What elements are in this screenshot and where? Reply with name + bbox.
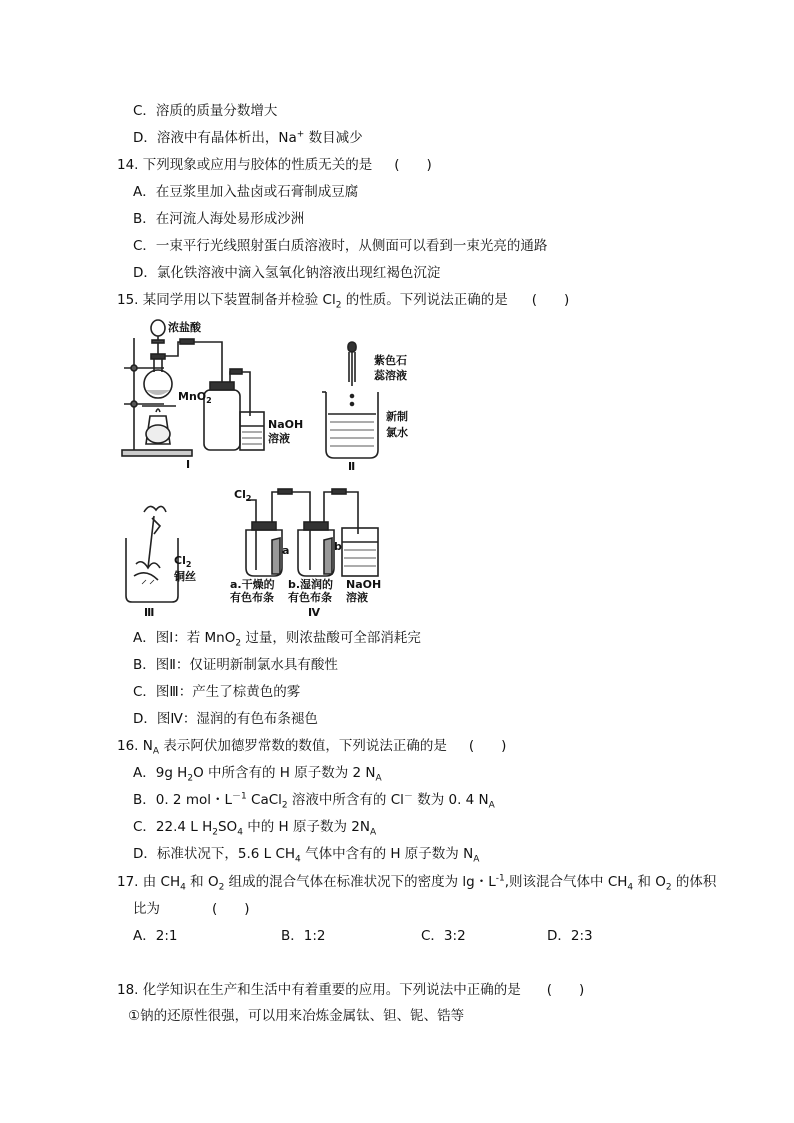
svg-text:浓盐酸: 浓盐酸	[168, 321, 201, 334]
svg-text:蕊溶液: 蕊溶液	[374, 369, 407, 382]
svg-text:MnO2: MnO$_2$	[178, 390, 212, 405]
q14-stem: 14. 下列现象或应用与胶体的性质无关的是 ( )	[117, 157, 432, 173]
q13-option-d: D．溶液中有晶体析出，Na+ 数目减少	[133, 129, 363, 146]
svg-text:a: a	[282, 544, 290, 557]
svg-text:NaOH: NaOH	[268, 418, 304, 431]
apparatus-figure-ii	[318, 334, 428, 474]
svg-text:有色布条: 有色布条	[288, 591, 332, 604]
q17-option-c: C．3:2	[421, 928, 466, 944]
q14-option-a: A．在豆浆里加入盐卤或石膏制成豆腐	[133, 184, 359, 200]
svg-text:有色布条: 有色布条	[230, 591, 274, 604]
svg-text:氯水: 氯水	[386, 426, 408, 439]
q14-option-d: D．氯化铁溶液中滴入氢氧化钠溶液出现红褐色沉淀	[133, 265, 441, 281]
q15-option-d: D．图Ⅳ：湿润的有色布条褪色	[133, 711, 318, 727]
svg-text:b.湿润的: b.湿润的	[288, 578, 334, 591]
q16-option-a: A．9g $H_2O$ 中所含有的 H 原子数为 2 $N_A$	[133, 765, 382, 784]
svg-text:紫色石: 紫色石	[374, 354, 407, 367]
apparatus-figure-iv	[228, 488, 398, 620]
svg-text:溶液: 溶液	[268, 432, 290, 445]
q14-option-b: B．在河流人海处易形成沙洲	[133, 211, 305, 227]
svg-text:b: b	[334, 540, 342, 553]
svg-text:Ⅲ: Ⅲ	[144, 606, 155, 619]
apparatus-figure-iii	[116, 498, 216, 620]
q16-option-b: B．0. 2 mol・$L^{-1}$ CaCl$_2$ 溶液中所含有的 Cl－ 数为 0. 4 $N_A$	[133, 791, 495, 811]
q13-option-c: C．溶质的质量分数增大	[133, 103, 278, 119]
q17-option-b: B．1:2	[281, 928, 326, 944]
q15-stem: 15. 某同学用以下装置制备并检验 $Cl_2$ 的性质。下列说法正确的是 ( )	[117, 292, 570, 311]
q15-option-b: B．图Ⅱ：仅证明新制氯水具有酸性	[133, 657, 338, 673]
q17-option-a: A．2:1	[133, 928, 178, 944]
svg-text:溶液: 溶液	[346, 591, 368, 604]
q15-option-c: C．图Ⅲ：产生了棕黄色的雾	[133, 684, 301, 700]
svg-text:Ⅰ: Ⅰ	[186, 458, 191, 471]
q15-option-a: A．图Ⅰ：若 MnO$_2$ 过量，则浓盐酸可全部消耗完	[133, 630, 421, 649]
q16-option-d: D．标准状况下，5.6 L $CH_4$ 气体中含有的 H 原子数为 $N_A$	[133, 846, 480, 865]
q17-stem-line2: 比为 ( )	[133, 901, 250, 917]
svg-text:铜丝: 铜丝	[174, 570, 196, 583]
q16-stem: 16. $N_A$ 表示阿伏加德罗常数的数值，下列说法正确的是 ( )	[117, 738, 507, 757]
svg-text:Ⅳ: Ⅳ	[308, 606, 321, 619]
svg-text:Cl2: $Cl_2$	[174, 554, 192, 569]
svg-text:Ⅱ: Ⅱ	[348, 460, 356, 473]
svg-text:新制: 新制	[386, 410, 408, 423]
q18-item-1: ①钠的还原性很强，可以用来冶炼金属钛、钽、铌、锆等	[128, 1008, 465, 1024]
svg-text:NaOH: NaOH	[346, 578, 382, 591]
q17-stem: 17. 由 $CH_4$ 和 $O_2$ 组成的混合气体在标准状况下的密度为 lg・$L^{-1}$,则该混合气体中 $CH_4$ 和 $O_2$ 的体积	[117, 873, 717, 893]
svg-text:Cl2: $Cl_2$	[234, 488, 252, 503]
q14-option-c: C．一束平行光线照射蛋白质溶液时，从侧面可以看到一束光亮的通路	[133, 238, 548, 254]
q17-option-d: D．2:3	[547, 928, 593, 944]
q16-option-c: C．22.4 L $H_2SO_4$ 中的 H 原子数为 $2N_A$	[133, 819, 377, 838]
svg-text:a.干燥的: a.干燥的	[230, 578, 275, 591]
apparatus-figure-i	[118, 316, 318, 476]
q18-stem: 18. 化学知识在生产和生活中有着重要的应用。下列说法中正确的是 ( )	[117, 982, 585, 998]
